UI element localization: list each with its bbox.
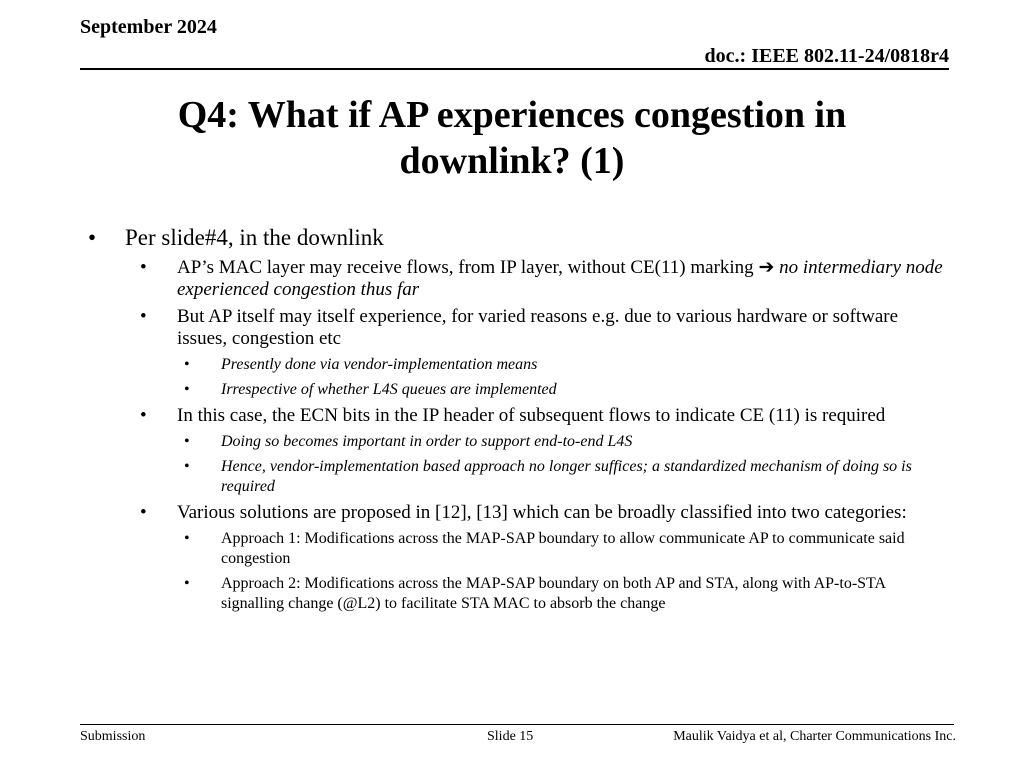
- slide-title-line-2: downlink? (1): [399, 140, 625, 182]
- bullet-dot: •: [184, 575, 190, 592]
- bullet-text: Approach 2: Modifications across the MAP-SAP boundary on both AP and STA, along with AP-to-STA signalling change (@L2) to facilitate STA MAC to absorb the change: [221, 575, 886, 612]
- footer-divider: [80, 724, 954, 725]
- bullet-text: Doing so becomes important in order to support end-to-end L4S: [221, 433, 633, 450]
- bullet-level3: [184, 529, 944, 569]
- bullet-level2: [140, 257, 944, 301]
- slide-title-line-1: Q4: What if AP experiences congestion in: [177, 94, 847, 136]
- bullet-level3: [184, 380, 944, 400]
- header-doc-id: doc.: IEEE 802.11-24/0818r4: [704, 45, 949, 67]
- right-arrow-icon: ➔: [758, 257, 775, 278]
- bullet-text: Various solutions are proposed in [12], [13] which can be broadly classified into two categories:: [177, 502, 907, 523]
- header-date: September 2024: [80, 16, 217, 38]
- bullet-text: AP’s MAC layer may receive flows, from IP layer, without CE(11) marking: [177, 257, 754, 278]
- footer-submission: Submission: [80, 729, 146, 744]
- footer-slide-number: Slide 15: [487, 729, 534, 744]
- bullet-level3: [184, 355, 944, 375]
- bullet-dot: •: [88, 225, 97, 250]
- bullet-dot: •: [184, 381, 190, 398]
- bullet-dot: •: [184, 356, 190, 373]
- bullet-level2: [140, 306, 944, 350]
- bullet-dot: •: [140, 306, 147, 327]
- bullet-dot: •: [140, 257, 147, 278]
- bullet-text: Irrespective of whether L4S queues are implemented: [221, 381, 557, 398]
- bullet-text: Hence, vendor-implementation based approach no longer suffices; a standardized mechanism of doing so is required: [221, 458, 912, 495]
- footer-author: Maulik Vaidya et al, Charter Communications Inc.: [673, 729, 956, 744]
- bullet-level3: [184, 457, 944, 497]
- bullet-level2: [140, 405, 944, 427]
- bullet-dot: •: [184, 458, 190, 475]
- bullet-level3: [184, 432, 944, 452]
- bullet-level2: [140, 502, 944, 524]
- bullet-level3: [184, 574, 944, 614]
- bullet-dot: •: [140, 405, 147, 426]
- bullet-level1: [88, 224, 944, 252]
- bullet-text: In this case, the ECN bits in the IP header of subsequent flows to indicate CE (11) is required: [177, 405, 886, 426]
- bullet-dot: •: [184, 433, 190, 450]
- bullet-text: Presently done via vendor-implementation means: [221, 356, 538, 373]
- bullet-text: But AP itself may itself experience, for varied reasons e.g. due to various hardware or software issues, congestion etc: [177, 306, 899, 349]
- slide-body: [88, 224, 944, 614]
- header-divider: [80, 68, 949, 70]
- slide-title: [60, 92, 964, 184]
- bullet-text: Approach 1: Modifications across the MAP-SAP boundary to allow communicate AP to communicate said congestion: [221, 530, 905, 567]
- bullet-dot: •: [184, 530, 190, 547]
- bullet-text-italic: no intermediary node experienced congestion thus far: [177, 257, 943, 300]
- bullet-text: Per slide#4, in the downlink: [125, 225, 384, 250]
- bullet-dot: •: [140, 502, 147, 523]
